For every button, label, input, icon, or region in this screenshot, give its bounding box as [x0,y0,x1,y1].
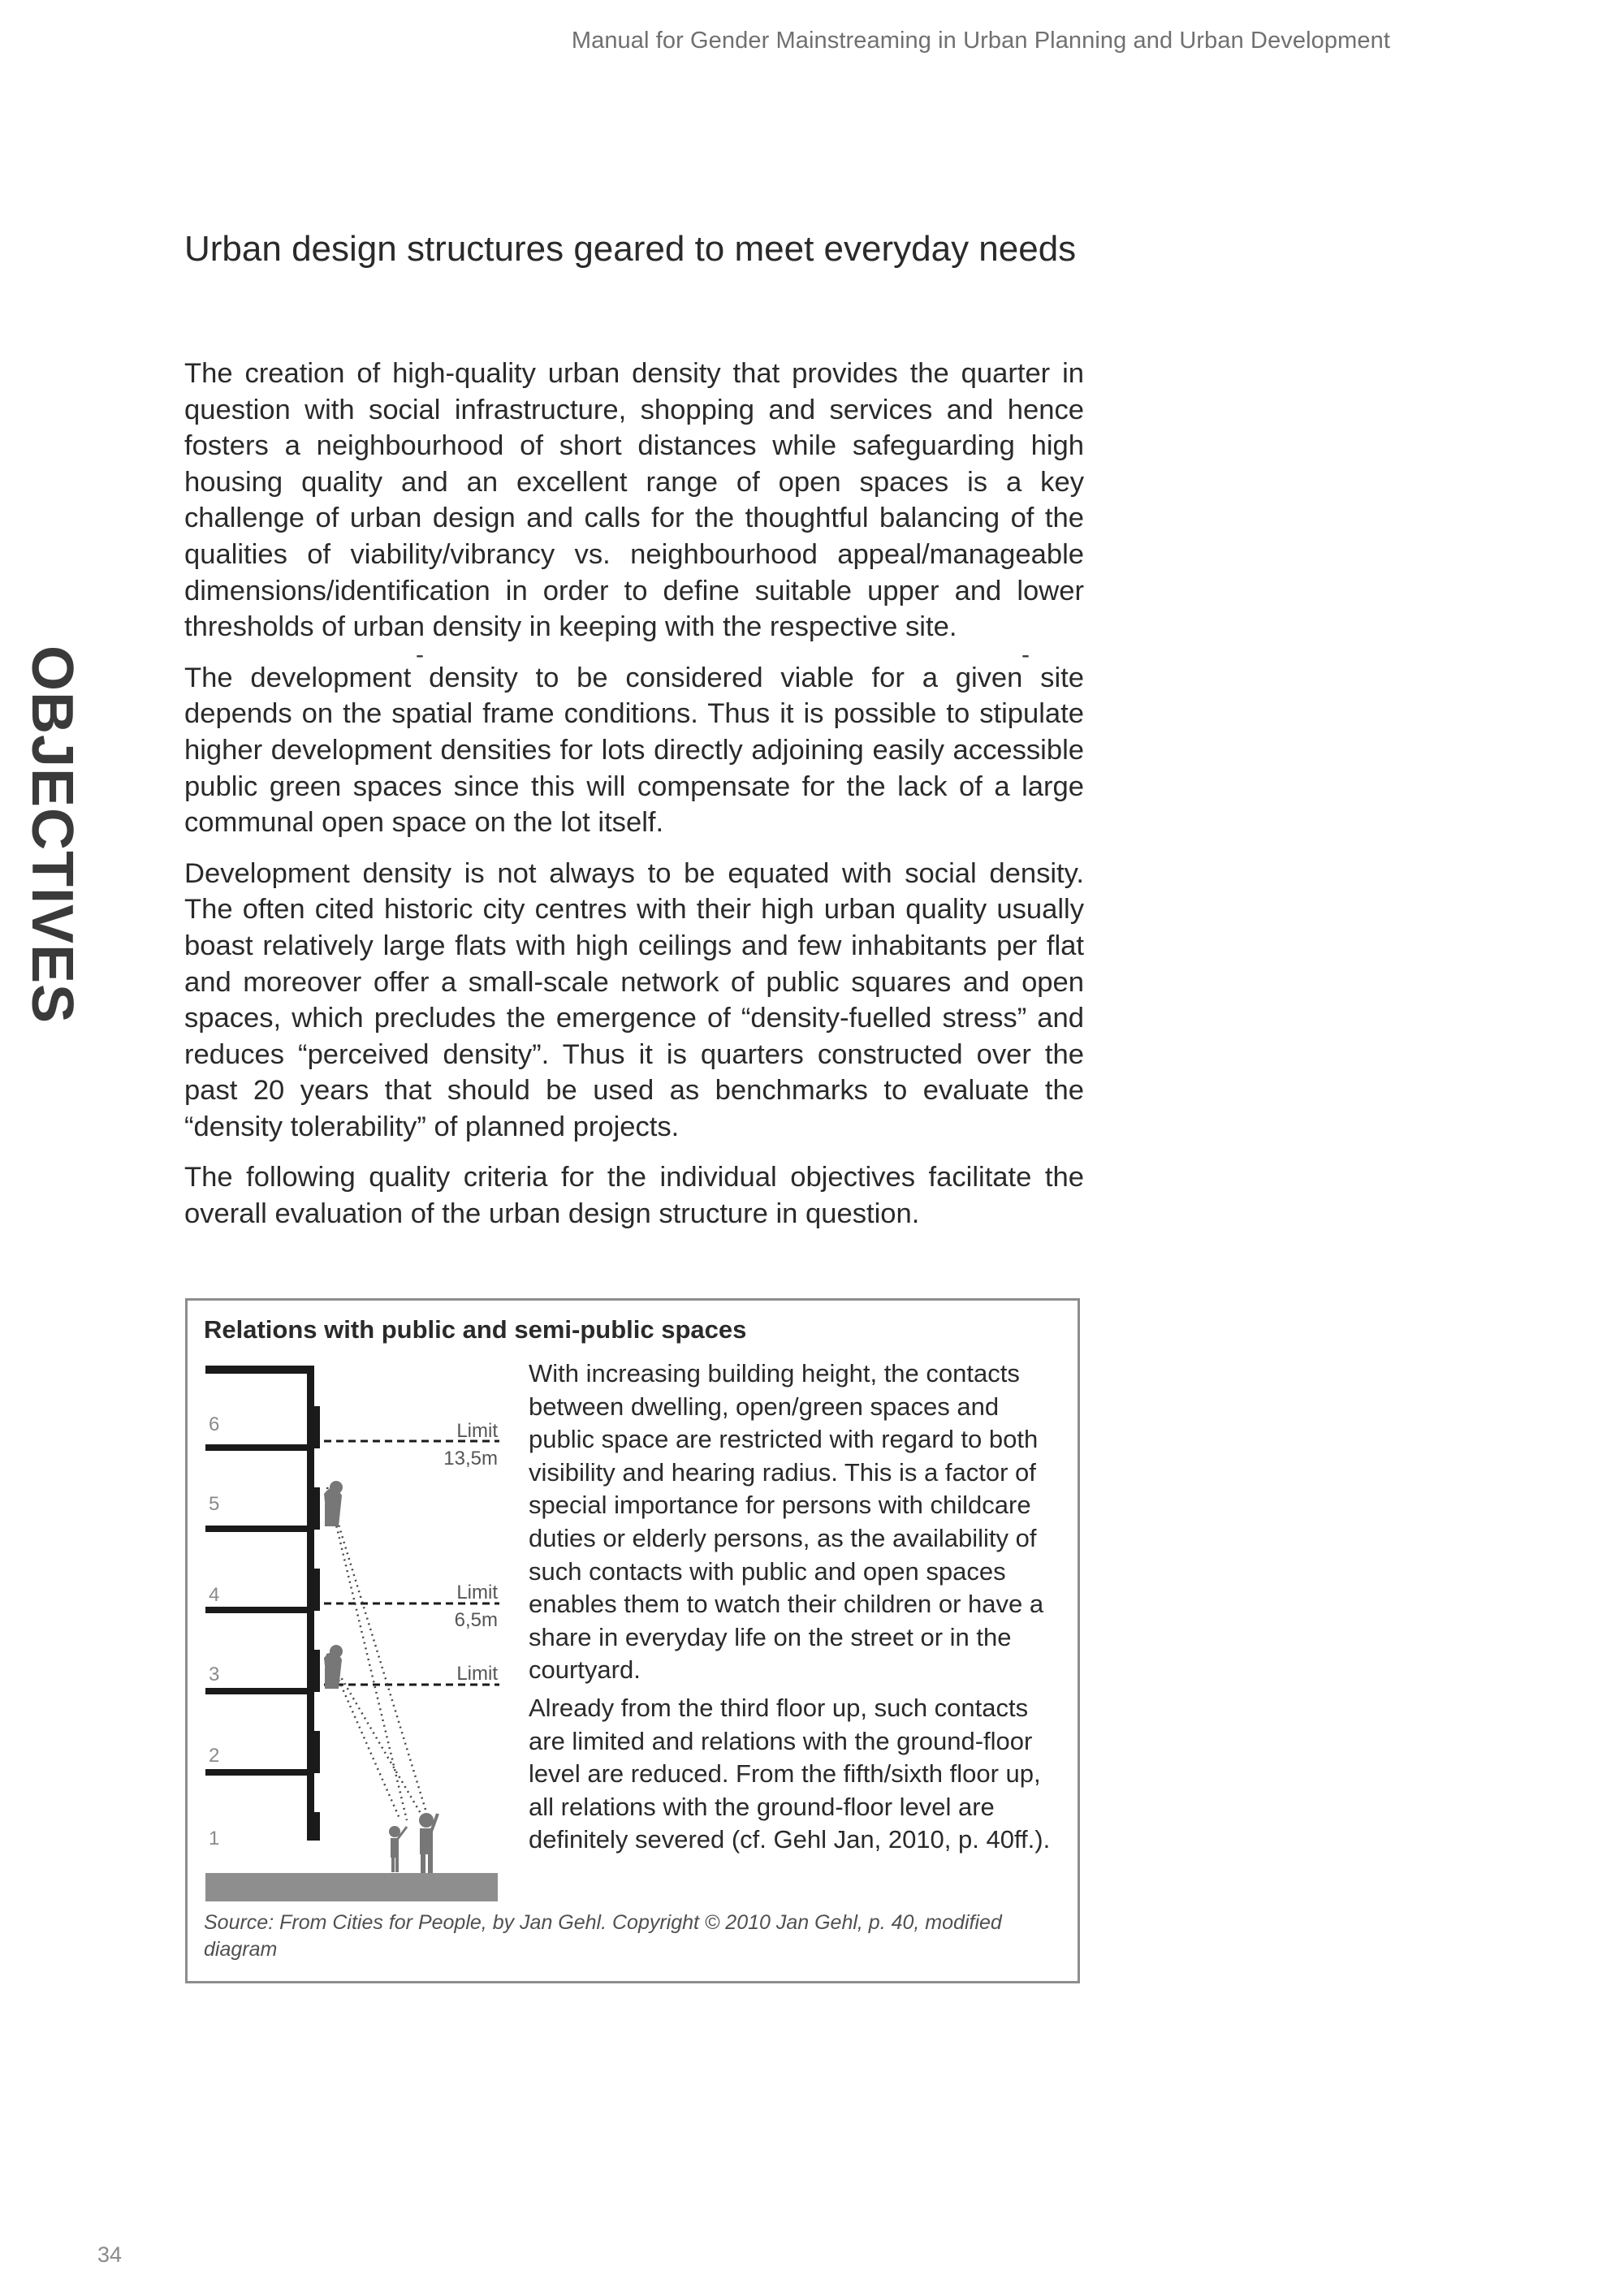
paragraph-2: The development density to be considered viable for a given site depends on the spatial frame conditions. Thus it is possible to stipulate higher development densities for lots directly adjoining easily accessible public green spaces since this will compensate for the lack of a large communal open space on the lot itself. [184,662,1084,839]
figure-description-paragraph: With increasing building height, the contacts between dwelling, open/green spaces and public space are restricted with regard to both visibility and hearing radius. This is a factor of special importance for persons with childcare duties or elderly persons, as the availability of such contacts with public and open spaces enables them to watch their children or have a share in everyday life on the street or in the courtyard. [529,1359,1044,1685]
floor-number-label: 6 [209,1413,220,1435]
sightline [327,1654,425,1820]
floor-number-label: 5 [209,1493,220,1515]
paragraph-1: The creation of high-quality urban density that provides the quarter in question with social infrastructure, shopping and services and hence fosters a neighbourhood of short distances while safeguarding high housing quality and an excellent range of open spaces is a key challenge of urban design and calls for the thoughtful balancing of the qualities of viability/vibrancy vs. neighbourhood appeal/manageable dimensions/identification in order to define suitable upper and lower thresholds of urban density in keeping with the respective site. [184,358,1084,643]
figure-title: Relations with public and semi-public spaces [204,1315,747,1344]
limit-distance-middle: 6,5m [454,1609,498,1631]
figure-description-paragraph: Already from the third floor up, such contacts are limited and relations with the ground-floor level are reduced. From the fifth/sixth floor up, all relations with the ground-floor level are definitely severed (cf. Gehl Jan, 2010, p. 40ff.). [529,1693,1051,1854]
floor-slab [205,1769,314,1776]
paragraph-4: The following quality criteria for the individual objectives facilitate the overall evaluation of the urban design structure in question. [184,1162,1084,1230]
floor-number-label: 4 [209,1584,220,1606]
floor-number-label: 3 [209,1664,220,1685]
floor-slab [205,1688,314,1694]
balcony [314,1487,320,1530]
stray-hyphen-left: - [416,641,424,668]
balcony [314,1569,320,1611]
balcony [314,1812,320,1841]
balcony [314,1731,320,1773]
limit-label-middle: Limit [456,1582,498,1603]
person-leaning-icon [324,1645,343,1689]
balconies [314,1406,320,1841]
floor-slab [205,1444,314,1451]
balcony [314,1650,320,1692]
ground-plane [205,1873,498,1901]
figure-source-caption: Source: From Cities for People, by Jan Gehl. Copyright © 2010 Jan Gehl, p. 40, modified diagram [204,1911,1002,1961]
figure-description [529,1357,1065,1862]
floor-slabs [205,1444,314,1776]
side-section-label [16,624,88,1046]
sightline [327,1487,429,1820]
limit-distance-upper: 13,5m [443,1448,498,1470]
building-section-diagram [205,1366,514,1901]
floor-number-label: 1 [209,1828,220,1849]
limit-label-lower: Limit [456,1663,498,1685]
paragraph-3: Development density is not always to be equated with social density. The often cited historic city centres with their high urban quality usually boast relatively large flats with high ceilings and few inhabitants per flat and moreover offer a small-scale network of public squares and open spaces, which precludes the emergence of “density-fuelled stress” and reduces “perceived density”. Thus it is quarters constructed over the past 20 years that should be used as benchmarks to evaluate the “density tolerability” of planned projects. [184,857,1084,1142]
roof-slab [205,1366,314,1374]
floor-number-label: 2 [209,1745,220,1767]
limit-label-upper: Limit [456,1420,498,1442]
side-section-label-text: OBJECTIVES [19,645,84,1025]
body-text-block [184,356,1084,1247]
adult-figure-icon [419,1813,438,1873]
balcony [314,1406,320,1448]
running-header: Manual for Gender Mainstreaming in Urban Planning and Urban Development [571,28,1390,54]
stray-hyphen-right: - [1021,641,1030,668]
floor-slab [205,1607,314,1613]
floor-slab [205,1526,314,1532]
figure-box [185,1298,1080,1983]
child-figure-icon [389,1826,407,1872]
sightlines [327,1487,429,1820]
limit-lines [324,1441,499,1685]
page-number: 34 [97,2242,123,2267]
section-title: Urban design structures geared to meet everyday needs [184,229,1077,269]
